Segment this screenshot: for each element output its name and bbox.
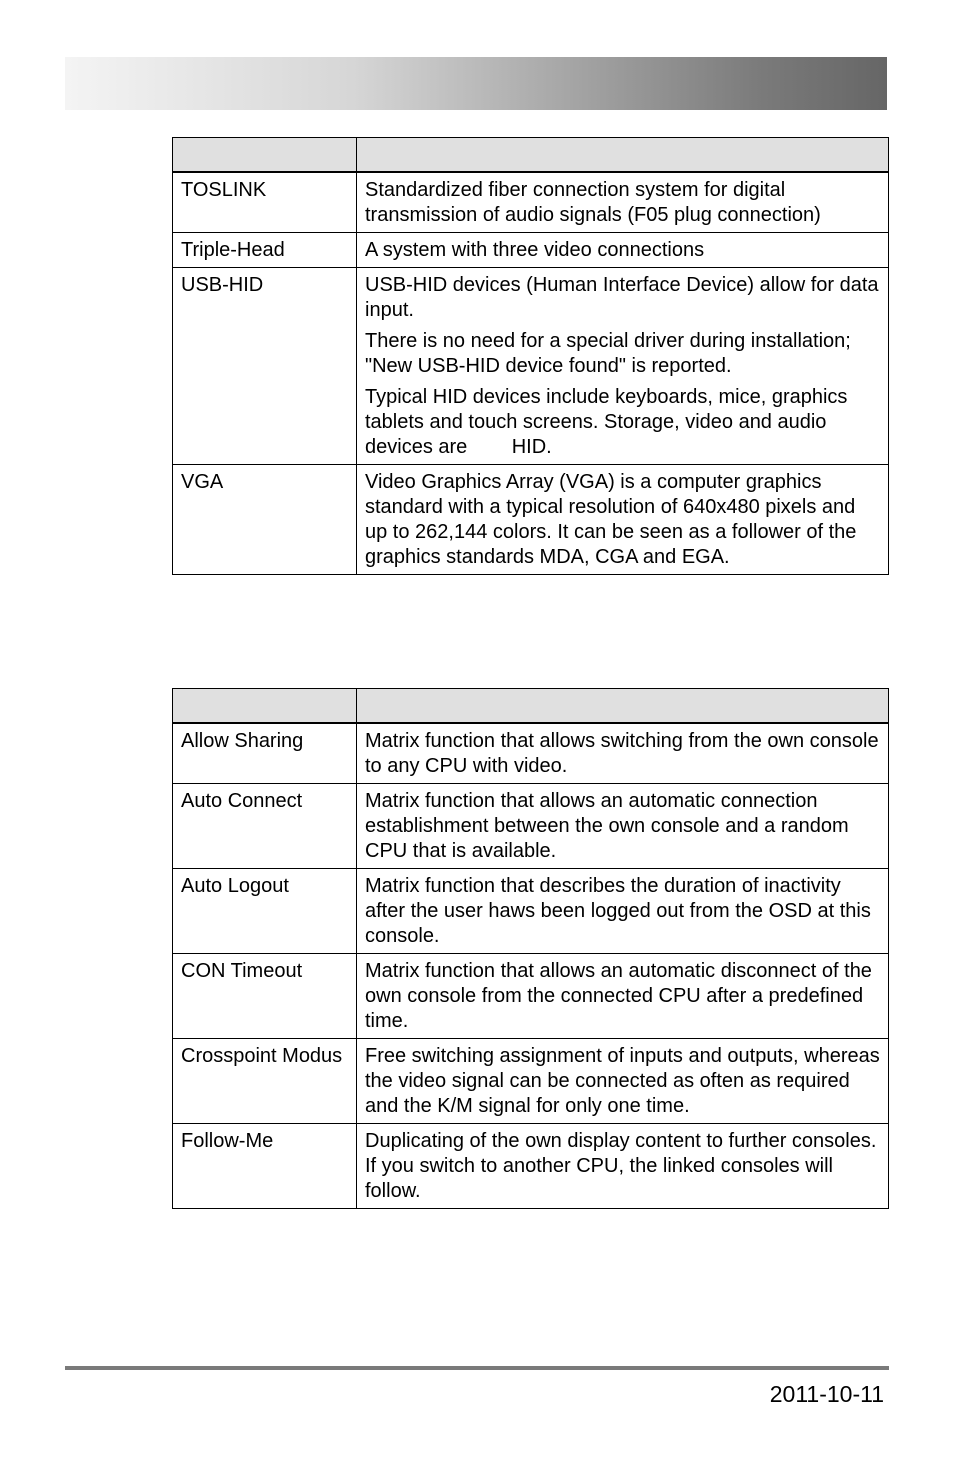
header-bar (65, 57, 887, 110)
footer-date: 2011-10-11 (769, 1381, 884, 1407)
description-paragraph: Free switching assignment of inputs and outputs, whereas the video signal can be connected as often as required and the K/M signal for only one time. (365, 1045, 880, 1117)
glossary-table-2 (172, 688, 889, 1209)
description-cell (357, 784, 889, 869)
description-paragraph: Standardized fiber connection system for digital transmission of audio signals (F05 plug connection) (365, 179, 821, 226)
description-cell (357, 723, 889, 784)
description-paragraph: USB-HID devices (Human Interface Device) allow for data input. (365, 274, 879, 321)
term-cell: Auto Logout (173, 869, 357, 954)
description-cell (357, 172, 889, 233)
table-header-row (173, 689, 889, 724)
table-row (173, 1124, 889, 1209)
description-column-header (357, 689, 889, 724)
term-cell: Follow-Me (173, 1124, 357, 1209)
table-row (173, 233, 889, 268)
description-cell (357, 233, 889, 268)
table-body (173, 723, 889, 1209)
table-body (173, 172, 889, 575)
table-row (173, 1039, 889, 1124)
description-cell (357, 465, 889, 575)
description-paragraph: A system with three video connections (365, 239, 705, 261)
glossary-table-1 (172, 137, 889, 575)
description-cell (357, 268, 889, 465)
description-paragraph: Matrix function that describes the duration of inactivity after the user haws been logged out from the OSD at this console. (365, 875, 871, 947)
description-paragraph: Matrix function that allows an automatic connection establishment between the own console and a random CPU that is available. (365, 790, 849, 862)
description-column-header (357, 138, 889, 173)
term-cell: Triple-Head (173, 233, 357, 268)
term-cell: TOSLINK (173, 172, 357, 233)
description-cell (357, 1039, 889, 1124)
term-cell: CON Timeout (173, 954, 357, 1039)
description-paragraph: Video Graphics Array (VGA) is a computer graphics standard with a typical resolution of 640x480 pixels and up to 262,144 colors. It can be seen as a follower of the graphics standards MDA, CGA and EGA. (365, 471, 857, 568)
description-cell (357, 1124, 889, 1209)
description-paragraph: Matrix function that allows an automatic disconnect of the own console from the connected CPU after a predefined time. (365, 960, 872, 1032)
term-column-header (173, 689, 357, 724)
description-paragraph: Matrix function that allows switching from the own console to any CPU with video. (365, 730, 879, 777)
footer-rule (65, 1366, 889, 1370)
table-row (173, 172, 889, 233)
term-cell: Auto Connect (173, 784, 357, 869)
description-paragraph: Duplicating of the own display content to further consoles. If you switch to another CPU, the linked consoles will follow. (365, 1130, 877, 1202)
description-cell (357, 869, 889, 954)
term-cell: VGA (173, 465, 357, 575)
table-header-row (173, 138, 889, 173)
description-paragraph: Typical HID devices include keyboards, mice, graphics tablets and touch screens. Storage, video and audio devices are HID. (365, 386, 848, 458)
term-cell: Allow Sharing (173, 723, 357, 784)
term-cell: USB-HID (173, 268, 357, 465)
table-row (173, 784, 889, 869)
table-row (173, 954, 889, 1039)
description-cell (357, 954, 889, 1039)
table-row (173, 465, 889, 575)
term-cell: Crosspoint Modus (173, 1039, 357, 1124)
table-row (173, 268, 889, 465)
table-row (173, 723, 889, 784)
description-paragraph: There is no need for a special driver during installation; "New USB-HID device found" is reported. (365, 330, 851, 377)
term-column-header (173, 138, 357, 173)
table-row (173, 869, 889, 954)
